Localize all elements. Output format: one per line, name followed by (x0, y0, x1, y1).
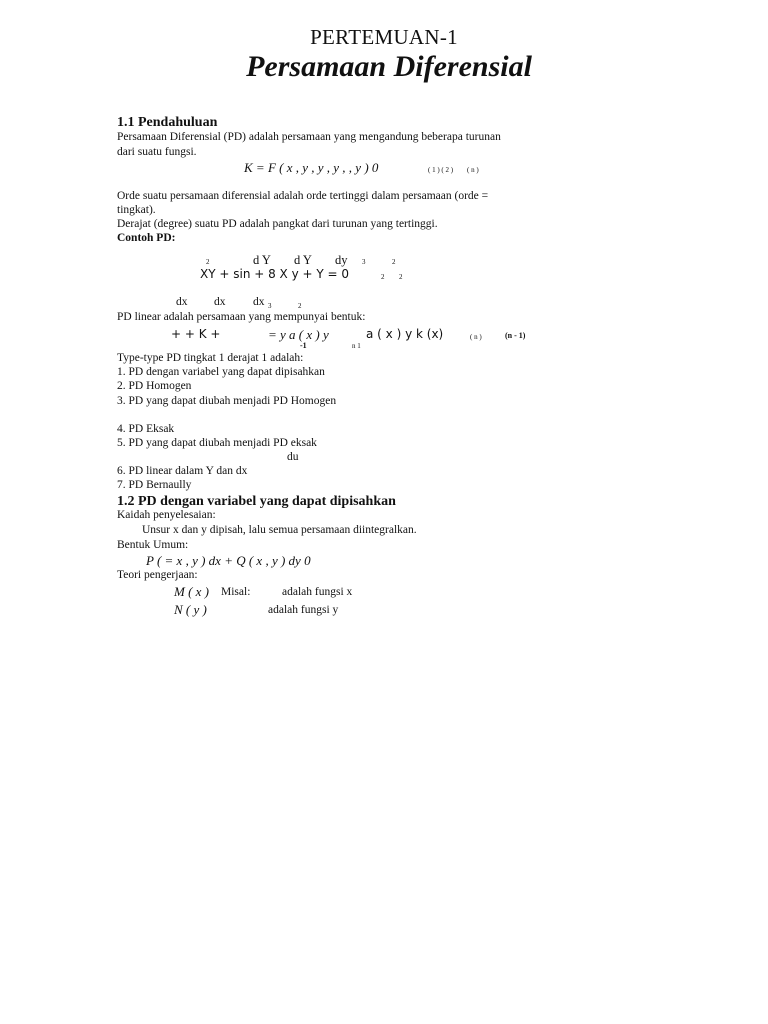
section-1-1-heading: 1.1 Pendahuluan (117, 115, 218, 130)
type-item: 7. PD Bernaully (117, 479, 192, 491)
derajat-definition: Derajat (degree) suatu PD adalah pangkat dari turunan yang tertinggi. (117, 218, 438, 230)
example-pd-equation: XY + sin + 8 X y + Y = 0 (200, 267, 350, 281)
page-title: Persamaan Diferensial (246, 50, 532, 83)
eq1-superscript-n: ( n ) (467, 166, 479, 174)
eq1-superscript-1-2: ( 1 ) ( 2 ) (428, 166, 454, 174)
contoh-label: Contoh PD: (117, 232, 176, 244)
ex-dx-2: dx (214, 296, 226, 308)
linear-eq-ya: = y a ( x ) y (268, 327, 329, 342)
types-intro: Type-type PD tingkat 1 derajat 1 adalah: (117, 352, 304, 364)
ex-dY-1: d Y (253, 253, 271, 267)
ex-subscript-3: 3 (268, 302, 272, 310)
teori-label: Teori pengerjaan: (117, 569, 198, 581)
kaidah-label: Kaidah penyelesaian: (117, 509, 216, 521)
bentuk-umum-label: Bentuk Umum: (117, 539, 189, 551)
intro-line-1: Persamaan Diferensial (PD) adalah persamaan yang mengandung beberapa turunan (117, 131, 501, 143)
linear-eq-ak: a ( x ) y k (x) (366, 327, 444, 341)
du-label: du (287, 451, 299, 463)
type-item: 3. PD yang dapat diubah menjadi PD Homogen (117, 395, 337, 407)
ex-dy: dy (335, 253, 348, 267)
ex-superscript-2c: 2 (381, 273, 385, 281)
linear-sub-neg1: -1 (300, 341, 307, 350)
fungsi-y-label: adalah fungsi y (268, 604, 339, 616)
section-1-2-heading: 1.2 PD dengan variabel yang dapat dipisahkan (117, 494, 396, 509)
intro-line-2: dari suatu fungsi. (117, 146, 197, 158)
linear-eq-left: + + K + (171, 327, 221, 341)
linear-definition: PD linear adalah persamaan yang mempunyai bentuk: (117, 311, 366, 323)
ex-superscript-2: 2 (206, 258, 210, 266)
type-item: 4. PD Eksak (117, 423, 175, 435)
fungsi-x-label: adalah fungsi x (282, 586, 353, 598)
misal-label: Misal: (221, 586, 251, 598)
orde-line-2: tingkat). (117, 204, 156, 216)
linear-sub-n: ( n ) (470, 333, 482, 341)
type-item: 1. PD dengan variabel yang dapat dipisahkan (117, 366, 325, 378)
n-of-y: N ( y ) (174, 602, 207, 617)
type-item: 6. PD linear dalam Y dan dx (117, 465, 248, 477)
linear-sub-n-minus-1: (n - 1) (505, 331, 526, 340)
ex-dY-2: d Y (294, 253, 312, 267)
general-pd-equation: K = F ( x , y , y , y , , y ) 0 (244, 160, 379, 175)
orde-line-1: Orde suatu persamaan diferensial adalah orde tertinggi dalam persamaan (orde = (117, 190, 489, 202)
ex-dx-1: dx (176, 296, 188, 308)
m-of-x: M ( x ) (174, 584, 210, 599)
pertemuan-heading: PERTEMUAN-1 (310, 25, 458, 49)
ex-superscript-2d: 2 (399, 273, 403, 281)
type-item: 2. PD Homogen (117, 380, 192, 392)
ex-superscript-3: 3 (362, 258, 366, 266)
linear-sub-n1: n 1 (352, 342, 361, 350)
ex-subscript-2e: 2 (298, 302, 302, 310)
general-form-equation: P ( = x , y ) dx + Q ( x , y ) dy 0 (146, 553, 311, 568)
ex-superscript-2b: 2 (392, 258, 396, 266)
type-item: 5. PD yang dapat diubah menjadi PD eksak (117, 437, 317, 449)
ex-dx-3: dx (253, 296, 265, 308)
unsur-text: Unsur x dan y dipisah, lalu semua persamaan diintegralkan. (142, 524, 417, 536)
